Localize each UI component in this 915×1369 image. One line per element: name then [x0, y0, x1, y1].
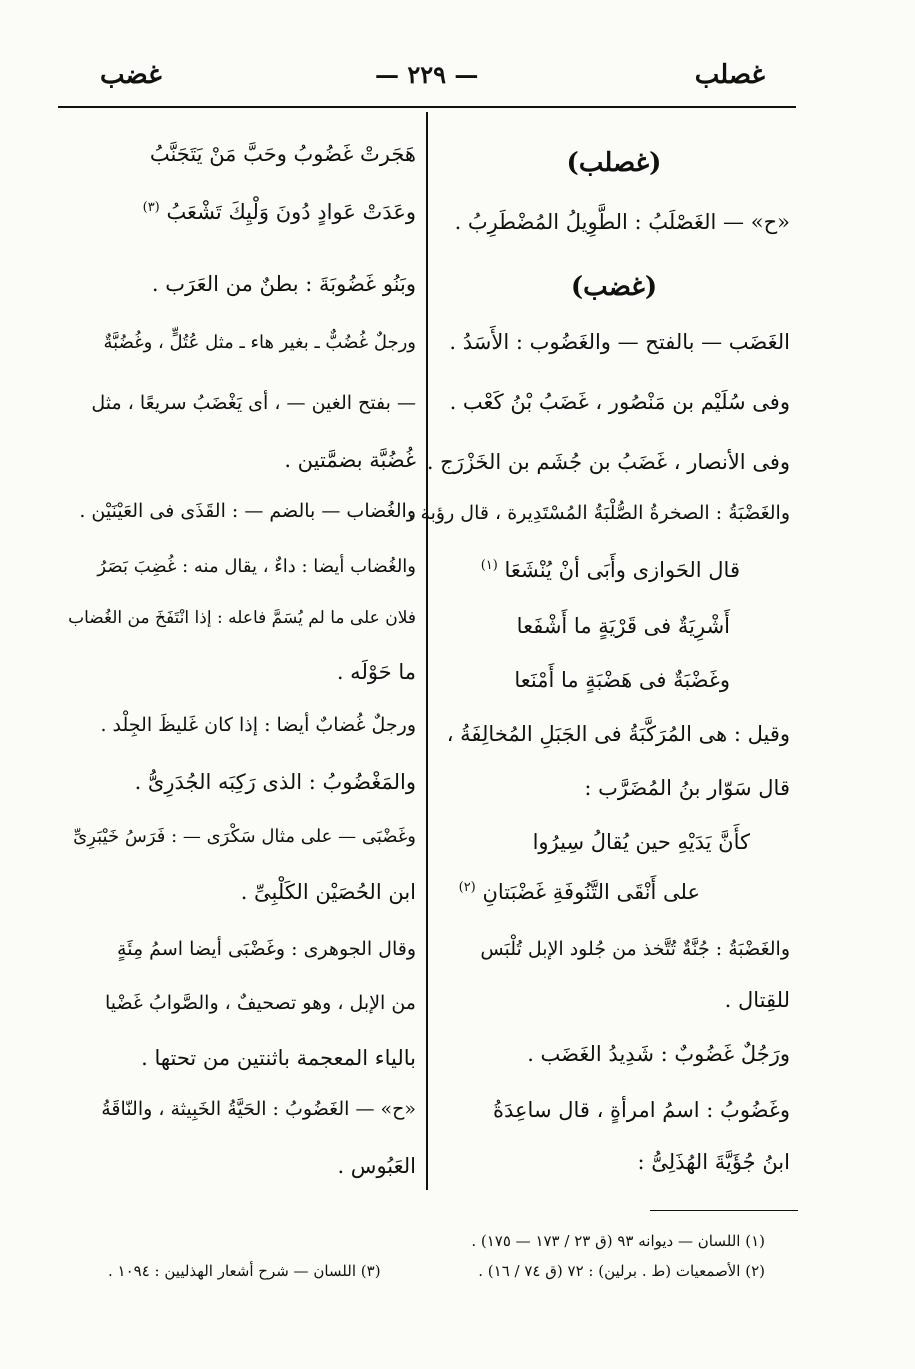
- text-line: والغَضْبَةُ : جُنَّةٌ تُتَّخذ من جُلود الإبل تُلْبَس: [480, 938, 790, 960]
- text-line: ورجلٌ غُضُبٌّ ـ بغير هاء ـ مثل عُتُلٍّ ، وغُضُبَّةٌ: [103, 332, 416, 353]
- text-line: وغَضُوبُ : اسمُ امرأةٍ ، قال ساعِدَةُ: [492, 1098, 790, 1122]
- text-line: «ح» — الغَضُوبُ : الحَيَّةُ الخَبِيثة ، والنّاقَةُ: [101, 1098, 416, 1120]
- verse-line: [459, 880, 700, 904]
- text-line: — بفتح الغين — ، أى يَغْضَبُ سريعًا ، مثل: [91, 392, 416, 414]
- text-line: وفى الأنصار ، غَضَبُ بن جُشَم بن الخَزْرَج .: [426, 450, 790, 474]
- text-line: العَبُوس .: [337, 1154, 416, 1178]
- footnote-mark: (٣): [142, 200, 160, 215]
- text-line: فلان على ما لم يُسَمَّ فاعله : إذا انْتَفَخَ من الغُضاب: [68, 608, 416, 628]
- text-line: وبَنُو غَضُوبَةَ : بطنٌ من العَرَب .: [151, 272, 416, 296]
- footnote: (٢) الأصمعيات (ط . برلين) : ٧٢ (ق ٧٤ / ١٦) .: [478, 1262, 765, 1280]
- verse-line: كأَنَّ يَدَيْهِ حين يُقالُ سِيرُوا: [532, 830, 750, 854]
- verse-line: هَجَرتْ غَضُوبُ وحَبَّ مَنْ يَتَجَنَّبُ: [149, 142, 416, 166]
- text-line: غُضُبَّة بضمَّتين .: [284, 448, 416, 472]
- entry-heading: (غصلب): [566, 148, 662, 178]
- footnote-mark: (١): [480, 558, 498, 573]
- footnote: (٣) اللسان — شرح أشعار الهذليين : ١٠٩٤ .: [108, 1262, 381, 1280]
- footnote-mark: (٢): [458, 880, 476, 895]
- verse-text: قال الحَوازى وأَبَى أنْ يُنْشَعَا: [504, 558, 740, 582]
- text-line: وقيل : هى المُرَكَّبَةُ فى الجَبَلِ المُخالِفَةُ ،: [446, 722, 790, 746]
- page-number: — ٢٢٩ —: [375, 60, 479, 89]
- text-line: من الإبل ، وهو تصحيفٌ ، والصَّوابُ غَضْيا: [104, 992, 416, 1014]
- text-line: قال سَوّار بنُ المُضَرَّب :: [584, 776, 790, 800]
- text-line: ورَجُلٌ غَضُوبٌ : شَدِيدُ الغَضَب .: [527, 1042, 790, 1066]
- text-line: ما حَوْلَه .: [336, 660, 416, 684]
- entry-heading: (غضب): [570, 272, 658, 302]
- text-line: وغَضْبَى — على مثال سَكْرَى — : فَرَسُ خَيْبَرِىِّ: [73, 826, 416, 847]
- verse-text: وعَدَتْ عَوادٍ دُونَ وَلْيِكَ تَشْعَبُ: [166, 200, 416, 224]
- text-line: ورجلٌ غُضابٌ أيضا : إذا كان غَليظَ الجِلْد .: [100, 714, 416, 736]
- text-line: للقِتال .: [724, 988, 790, 1012]
- verse-line: [481, 558, 740, 582]
- text-line: ابن الحُصَيْن الكَلْبِىِّ .: [240, 880, 416, 904]
- footnote: (١) اللسان — ديوانه ٩٣ (ق ٢٣ / ١٧٣ — ١٧٥) .: [471, 1232, 765, 1250]
- column-divider: [426, 112, 428, 1190]
- text-line: ابنُ جُؤَيَّةَ الهُذَلِىُّ :: [637, 1150, 790, 1174]
- text-line: وفى سُلَيْم بن مَنْصُور ، غَضَبُ بْنُ كَعْب .: [449, 390, 790, 414]
- text-line: والغُضاب — بالضم — : القَذَى فى العَيْنَيْن .: [79, 500, 416, 522]
- header-right-word: غصلب: [694, 60, 765, 90]
- verse-line: أَشْرِيَةٌ فى قَرْيَةٍ ما أَشْفَعا: [516, 614, 730, 638]
- text-line: «ح» — الغَصْلَبُ : الطَّوِيلُ المُضْطَرِبُ .: [454, 210, 790, 234]
- verse-line: وغَضْبَةٌ فى هَضْبَةٍ ما أَمْنَعا: [514, 668, 730, 692]
- header-left-word: غضب: [100, 60, 162, 90]
- text-line: والمَغْضُوبُ : الذى رَكِبَه الجُدَرِىُّ .: [134, 770, 416, 794]
- right-column: [408, 110, 790, 1190]
- text-line: بالياء المعجمة باثنتين من تحتها .: [141, 1046, 416, 1070]
- text-line: والغَضْبَةُ : الصخرةُ الصُّلْبَةُ المُسْتَدِيرة ، قال رؤبة :: [408, 502, 790, 524]
- footnote-rule: [650, 1210, 798, 1211]
- left-column: [60, 110, 416, 1190]
- text-line: والغُضاب أيضا : داءٌ ، يقال منه : غُضِبَ بَصَرُ: [97, 556, 416, 577]
- header-rule: [58, 106, 796, 108]
- text-line: وقال الجوهرى : وغَضْبَى أيضا اسمُ مِئَةٍ: [117, 938, 416, 960]
- text-line: الغَضَب — بالفتح — والغَضُوب : الأَسَدُ .: [449, 330, 790, 354]
- verse-text: على أَنْقَى التَّنُوفَةِ غَضْبَتانِ: [482, 880, 700, 904]
- verse-line: [143, 200, 416, 224]
